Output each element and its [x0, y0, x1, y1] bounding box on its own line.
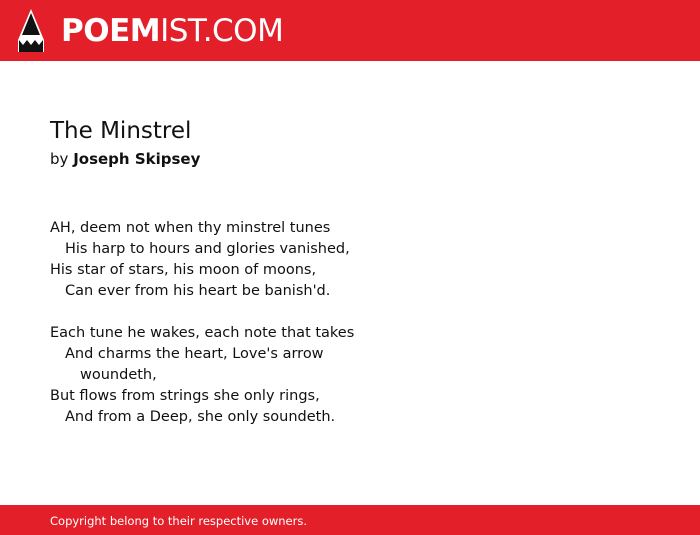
poem-line: And from a Deep, she only soundeth.: [65, 409, 336, 425]
poem-author: Joseph Skipsey: [73, 150, 201, 168]
poem-line: woundeth,: [80, 367, 157, 383]
poem-byline: [50, 148, 200, 170]
logo-text-bold: POEM: [61, 13, 161, 49]
stanza-2: [50, 323, 650, 428]
poem-line: Each tune he wakes, each note that takes: [50, 325, 355, 341]
poem-title: The Minstrel: [50, 118, 192, 144]
poem-line: Can ever from his heart be banish'd.: [65, 283, 331, 299]
poem-line: AH, deem not when thy minstrel tunes: [50, 220, 331, 236]
stanza-1: [50, 218, 650, 302]
by-label: by: [50, 150, 69, 168]
poem-line: But flows from strings she only rings,: [50, 388, 320, 404]
pencil-icon[interactable]: [17, 9, 45, 52]
site-logo[interactable]: [61, 11, 283, 51]
poem-line: His star of stars, his moon of moons,: [50, 262, 317, 278]
site-header: [0, 0, 700, 61]
poem-line: And charms the heart, Love's arrow: [65, 346, 324, 362]
poem-body: [50, 218, 650, 449]
logo-text-light: IST.COM: [160, 13, 284, 49]
site-footer: [0, 505, 700, 535]
poem-line: His harp to hours and glories vanished,: [65, 241, 350, 257]
copyright-text: Copyright belong to their respective owners.: [50, 514, 308, 528]
